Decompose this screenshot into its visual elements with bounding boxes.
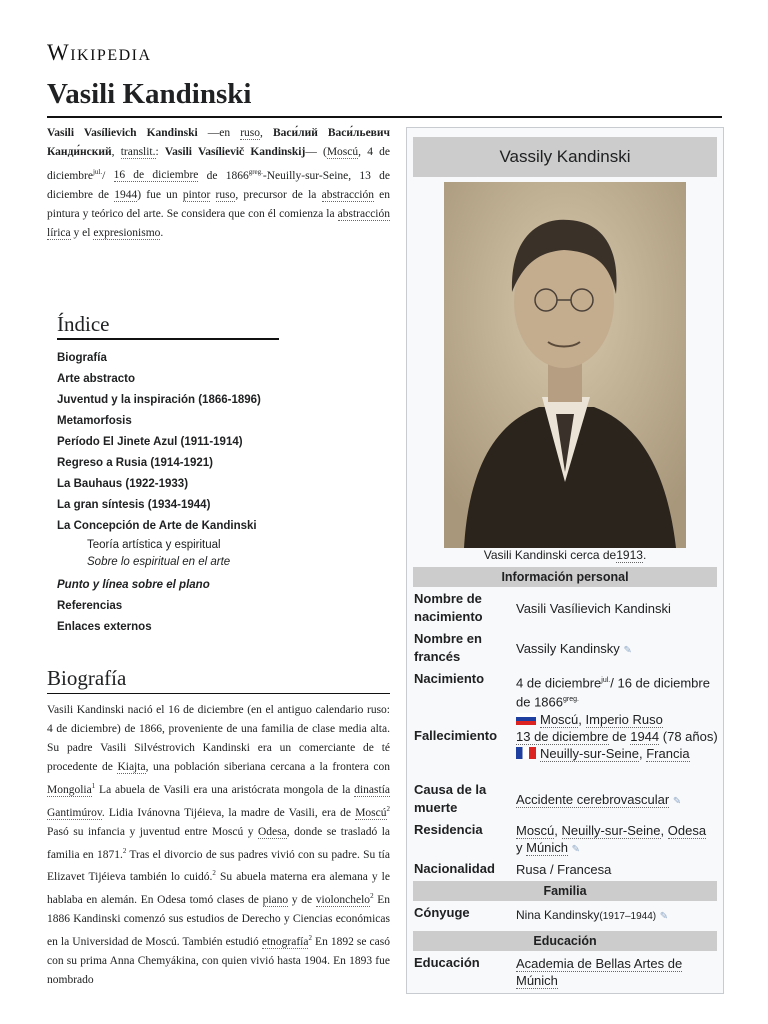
link-abstraccion-lirica[interactable]: abstracción lírica (47, 208, 390, 240)
link-ruso2[interactable]: ruso (215, 188, 236, 201)
section-educacion: Educación (413, 931, 717, 951)
link-1944[interactable]: 1944 (114, 188, 138, 201)
link-moscu-infobox[interactable]: Moscú (540, 711, 579, 727)
infobox (406, 127, 724, 994)
toc-item[interactable]: Período El Jinete Azul (1911-1914) (57, 436, 243, 448)
table-of-contents (57, 312, 382, 638)
value-causa-muerte (516, 791, 721, 810)
page-title: Vasili Kandinski (47, 78, 252, 110)
intro-paragraph: Vasili Vasílievich Kandinski —en ruso, Васи́лий Васи́льевич Канди́нский, translit.: Vasili Vasílievič Kandinskij— (Moscú, 4 de diciembre$^{jul.}$/ 16 de diciembre de $1866^{greg.}-Neuilly-sur$-Seine, 13 de diciembre de 1944) fue un pintor ruso, precursor de la abstracción en pintura y teórico del arte. Se considera que con él comienza la abstracción lírica y el expresionismo. (47, 127, 391, 240)
link-academia[interactable]: Academia de Bellas Artes de Múnich (516, 956, 683, 988)
biografia-paragraph: Vasili Kandinski nació el 16 de diciembre (en el antiguo calendario ruso: 4 de diciembre) de 1866, proveniente de una familia de clase media alta. Su padre Vasili Silvéstrovich Kandinski era un comerciante de té procedente de Kiajta, una población siberiana cercana a la frontera con Mongolia$^1$ La abuela de Vasili era una aristócrata mongola de la dinastía Gantimúrov. Lidia Ivánovna Tijéieva, la madre de Vasili, era de Moscú$^2$ Pasó su infancia y juventud entre Moscú y Odesa, donde se trasladó la familia en 1871.$^2$ Tras el divorcio de sus padres vivió con su padre. Su tía Elizavet Tijéieva también lo cuidó.$^2$ Su abuela materna era alemana y le hablaba en alemán. En Odesa tomó clases de piano y de violonchelo$^2$ En 1886 Kandinski comenzó sus estudios de Derecho y Ciencias económicas en la Universidad de Moscú. También estudió etnografía$^2$ En 1892 se casó con su prima Anna Chemyákina, con quien vivió hasta 1904. En 1893 fue nombrado (47, 704, 391, 986)
value-fallecimiento: 13 de diciembre de 1944 (78 años) Neuilly-sur-Seine, Francia (516, 729, 718, 761)
edit-pencil-icon[interactable]: ✎ (623, 645, 632, 656)
label-residencia: Residencia (414, 822, 483, 837)
toc-item[interactable]: Arte abstracto (57, 373, 135, 385)
label-nombre-frances: Nombre en francés (414, 631, 482, 664)
label-nacionalidad: Nacionalidad (414, 861, 495, 876)
toc-subitem[interactable]: Sobre lo espiritual en el arte (87, 556, 231, 568)
link-dinastia[interactable]: dinastía Gantimúrov (47, 783, 390, 819)
link-res-neuilly[interactable]: Neuilly-sur-Seine (561, 823, 661, 838)
section-personal: Información personal (413, 567, 717, 587)
link-mongolia[interactable]: Mongolia (47, 783, 92, 796)
link-res-munich[interactable]: Múnich (526, 840, 569, 855)
section-heading-biografia: Biografía (47, 666, 390, 694)
label-causa-muerte: Causa de la muerte (414, 782, 487, 815)
link-res-odesa[interactable]: Odesa (667, 823, 707, 838)
link-1944-infobox[interactable]: 1944 (630, 729, 660, 744)
france-flag-icon (516, 747, 536, 759)
value-nombre-frances: Vassily Kandinsky ✎ (516, 640, 721, 659)
value-residencia: Moscú, Neuilly-sur-Seine, Odesa y Múnich ✎ (516, 822, 721, 858)
edit-pencil-icon[interactable]: ✎ (571, 844, 581, 855)
wikipedia-wordmark: Wikipedia (47, 40, 152, 65)
value-nacionalidad: Rusa / Francesa (516, 862, 612, 877)
link-13-diciembre[interactable]: 13 de diciembre (516, 729, 609, 744)
link-imperio-ruso[interactable]: Imperio Ruso (585, 711, 663, 727)
value-nacimiento: 4 de diciembre$^{jul.}$/ 16 de diciembre de $1866^{greg.}$ Moscú, Imperio Ruso (516, 675, 710, 727)
title-rule (47, 116, 722, 118)
label-fallecimiento: Fallecimiento (414, 728, 498, 743)
link-pintor[interactable]: pintor (182, 188, 211, 201)
edit-pencil-icon[interactable]: ✎ (659, 911, 669, 922)
toc-item[interactable]: Referencias (57, 600, 123, 612)
link-violonchelo[interactable]: violonchelo (315, 894, 371, 907)
label-educacion: Educación (414, 955, 480, 970)
label-nombre-nacimiento: Nombre de nacimiento (414, 591, 483, 624)
toc-item[interactable]: La Bauhaus (1922-1933) (57, 478, 189, 490)
toc-item[interactable]: Punto y línea sobre el plano (57, 579, 210, 591)
toc-item[interactable]: Juventud y la inspiración (1866-1896) (57, 394, 261, 406)
link-acv[interactable]: Accidente cerebrovascular (516, 792, 670, 807)
link-16-diciembre[interactable]: 16 de diciembre (113, 169, 199, 182)
toc-item[interactable]: La gran síntesis (1934-1944) (57, 499, 211, 511)
toc-heading: Índice (57, 312, 279, 340)
russia-flag-icon (516, 713, 536, 725)
link-etnografia[interactable]: etnografía (261, 935, 309, 948)
section-familia: Familia (413, 881, 717, 901)
link-odesa[interactable]: Odesa (258, 825, 287, 838)
link-kiajta[interactable]: Kiajta (117, 761, 146, 773)
toc-item[interactable]: Regreso a Rusia (1914-1921) (57, 457, 213, 469)
link-moscu2[interactable]: Moscú (355, 806, 387, 819)
link-translit[interactable]: translit. (120, 146, 156, 159)
infobox-title: Vassily Kandinski (413, 137, 717, 177)
link-piano[interactable]: piano (262, 894, 289, 907)
value-educacion (516, 955, 721, 989)
value-nombre-nacimiento: Vasili Vasílievich Kandinski (516, 601, 671, 616)
link-abstraccion[interactable]: abstracción (321, 188, 374, 201)
toc-item[interactable]: La Concepción de Arte de Kandinski (57, 520, 257, 532)
photo-caption: Vasili Kandinski cerca de1913. (483, 548, 647, 562)
link-moscu[interactable]: Moscú (326, 146, 359, 159)
link-expresionismo[interactable]: expresionismo (93, 227, 161, 240)
link-neuilly[interactable]: Neuilly-sur-Seine (540, 746, 639, 761)
link-ruso[interactable]: ruso (240, 127, 261, 139)
toc-item[interactable]: Biografía (57, 352, 107, 364)
toc-subitem[interactable]: Teoría artística y espiritual (87, 539, 221, 551)
label-nacimiento: Nacimiento (414, 671, 485, 686)
caption-link-1913[interactable]: 1913 (616, 548, 643, 562)
toc-item[interactable]: Metamorfosis (57, 415, 132, 427)
portrait-photo (444, 182, 686, 548)
label-conyuge: Cónyuge (414, 905, 470, 920)
edit-pencil-icon[interactable]: ✎ (672, 796, 682, 807)
value-conyuge: Nina Kandinsky(1917–1944) ✎ (516, 906, 721, 925)
toc-item[interactable]: Enlaces externos (57, 621, 152, 633)
link-francia[interactable]: Francia (646, 746, 690, 761)
link-res-moscu[interactable]: Moscú (516, 823, 555, 838)
